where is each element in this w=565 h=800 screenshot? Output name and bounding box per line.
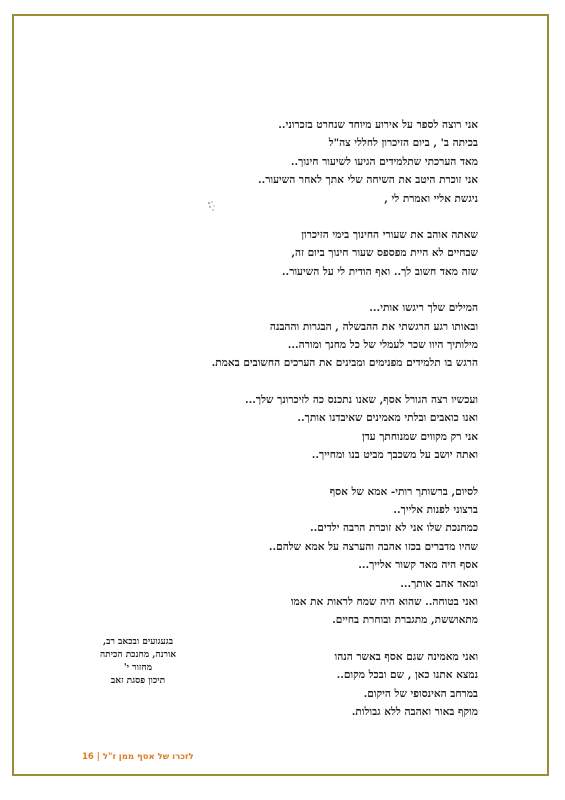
stanza-2 <box>118 226 478 281</box>
letter-line: שאתה אוהב את שעורי החינוך בימי הזיכרון <box>301 229 478 242</box>
letter-line: הרגש בו תלמידים מפנימים ומבינים את הערכים החשובים באמת. <box>211 357 478 370</box>
stanza-4 <box>118 391 478 465</box>
letter-line: בכיתה ב' , ביום הזיכרון לחללי צה"ל <box>328 137 478 150</box>
letter-line: ועכשיו רצה הגורל אסף, שאנו נתכנס כה לזיכרונך שלך... <box>244 393 478 406</box>
stanza-5 <box>118 483 478 630</box>
letter-line: ובאותו רגע הרגשתי את ההבשלה , הבגרות וההבנה <box>269 320 478 333</box>
letter-line: ואני בטוחה.. שהוא היה שמח לראות את אמו <box>290 595 478 608</box>
letter-line: ומאד אהב אותך... <box>400 577 478 590</box>
letter-line: מתאוששת, מתגברת ובוחרת בחיים. <box>332 614 478 627</box>
signature-line: אורנה, מחנכת הכיתה <box>99 650 177 660</box>
letter-line: במרחב האינסופי של היקום. <box>363 687 478 700</box>
letter-line: ברצוני לפנות אלייך.. <box>393 503 478 516</box>
signature-line: בגעגועים ובכאב רב, <box>102 637 174 647</box>
letter-line: המילים שלך ריגשו אותי... <box>369 302 478 315</box>
letter-line: אני זוכרת היטב את השיחה שלי אתך לאחר השיעור.. <box>257 174 478 187</box>
letter-line: אני רק מקווים שמנוחתך עדן <box>361 430 478 443</box>
letter-line: כמחנכת שלו אני לא זוכרת הרבה ילדים.. <box>310 522 478 535</box>
signature-line: תיכון פסגת זאב <box>110 676 166 686</box>
letter-line: ניגשת אליי ואמרת לי , <box>384 192 478 205</box>
signature-line: מחזור י' <box>123 663 153 673</box>
letter-line: לסיום, ברשותך רותי- אמא של אסף <box>329 485 478 498</box>
signature-block <box>78 636 198 688</box>
letter-line: שהיו מדברים בכזו אהבה והערצה על אמא שלהם.. <box>268 540 478 553</box>
stanza-1 <box>118 116 478 208</box>
stanza-3 <box>118 299 478 373</box>
letter-line: אני רוצה לספר על אירוע מיוחד שנחרט בזכרוני.. <box>278 119 478 131</box>
letter-line: ואני מאמינה שגם אסף באשר הנהו <box>334 650 478 663</box>
page-footer: לזכרו של אסף ממן ז"ל | 16 <box>82 752 194 762</box>
letter-line: ואנו כואבים ובלתי מאמינים שאיבדנו אותך.. <box>297 412 478 425</box>
letter-line: ואתה יושב על משכבך מביט בנו ומחייך.. <box>311 449 478 462</box>
letter-line: נמצא אתנו כאן , שם ובכל מקום.. <box>336 669 478 682</box>
letter-line: מוקף באור ואהבה ללא גבולות. <box>351 705 478 718</box>
letter-line: שבחיים לא היית מפספס שעור חינוך ביום זה, <box>291 247 478 260</box>
letter-line: אסף היה מאד קשור אלייך... <box>358 559 478 572</box>
letter-line: מאד הערכתי שתלמידים הגיעו לשיעור חינוך.. <box>290 155 478 168</box>
letter-line: שזה מאד חשוב לך.. ואף הודית לי על השיעור.. <box>281 265 478 278</box>
letter-line: מילותיך היוו שכר לעמלי של כל מחנך ומורה... <box>287 339 478 352</box>
